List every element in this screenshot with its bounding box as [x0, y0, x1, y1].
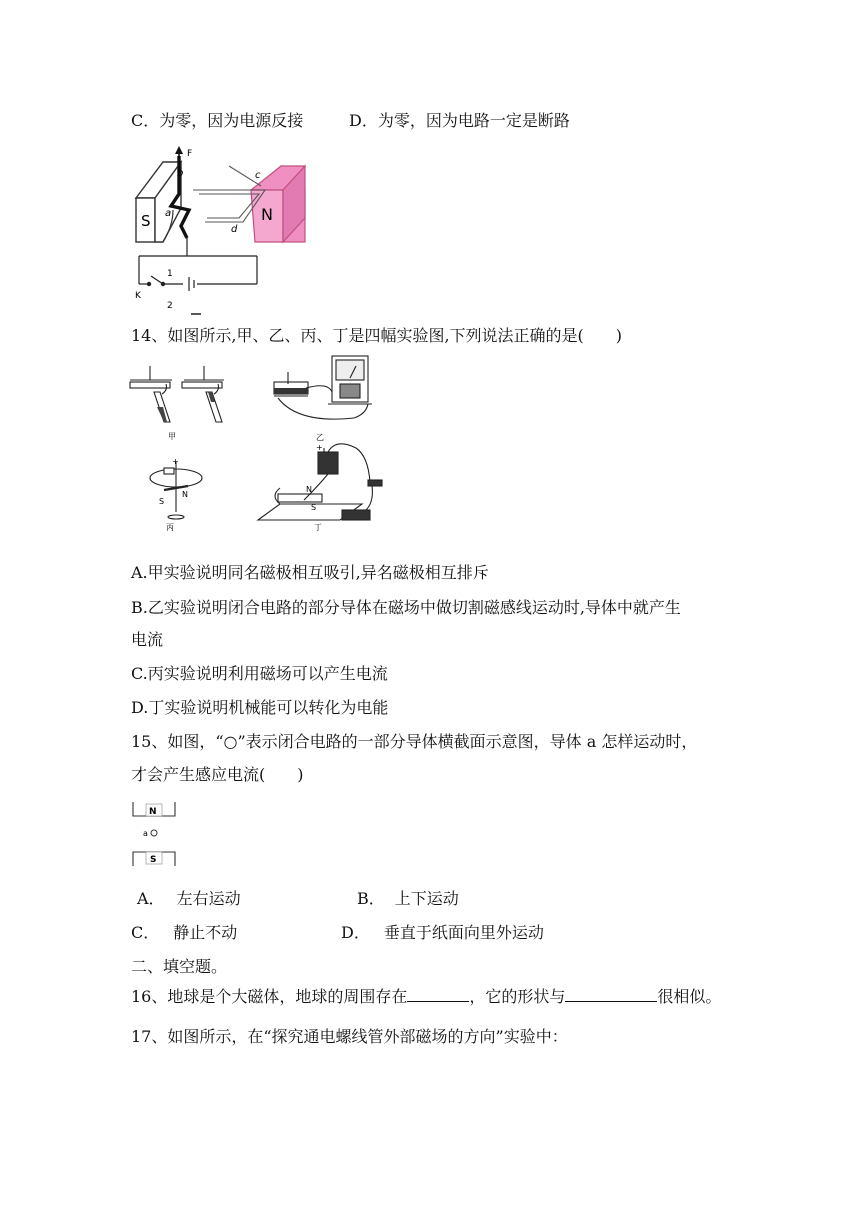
label-f: F: [187, 149, 193, 159]
label-a: a: [143, 829, 148, 838]
experiment-yi: [274, 356, 372, 419]
label-s1: S: [159, 497, 165, 506]
magnet-n-label: N: [261, 205, 273, 224]
plus-sign: +: [172, 457, 179, 466]
magnet-s-label: S: [141, 212, 151, 230]
label-1: 1: [167, 269, 173, 279]
label-n2: N: [306, 485, 312, 494]
q14-option-a: A.甲实验说明同名磁极相互吸引,异名磁极相互排斥: [131, 563, 489, 582]
q14-option-c: C.丙实验说明利用磁场可以产生电流: [131, 664, 388, 683]
label-s2: S: [311, 503, 317, 512]
q14-option-b-line2: 电流: [131, 630, 164, 649]
label-n1: N: [182, 490, 188, 499]
label-d: d: [231, 224, 238, 235]
q16-stem: 16、地球是个大磁体，地球的周围存在 ，它的形状与 很相似。: [131, 987, 722, 1006]
q15-option-b: B． 上下运动: [357, 889, 459, 908]
label-ding: 丁: [314, 523, 322, 532]
label-s: S: [150, 855, 157, 865]
label-c: c: [255, 170, 261, 181]
label-b: b: [177, 168, 184, 179]
q13-figure: [133, 146, 313, 318]
q15-option-d: D． 垂直于纸面向里外运动: [341, 923, 544, 942]
q16-blank-2[interactable]: [565, 986, 657, 1002]
q15-stem-line2: 才会产生感应电流( ): [131, 765, 304, 784]
q15-stem-line1: 15、如图，“○”表示闭合电路的一部分导体横截面示意图，导体 a 怎样运动时，: [131, 732, 698, 751]
label-yi: 乙: [316, 433, 324, 442]
section-2-title: 二、填空题。: [131, 957, 228, 976]
q14-option-b-line1: B.乙实验说明闭合电路的部分导体在磁场中做切割磁感线运动时,导体中就产生: [131, 598, 681, 617]
experiment-ding: [258, 444, 382, 520]
experiment-bing: [150, 462, 202, 519]
q13-option-c: C．为零，因为电源反接: [131, 111, 304, 130]
q13-option-d: D．为零，因为电路一定是断路: [349, 111, 570, 130]
plus-sign-2: +: [316, 443, 323, 452]
experiment-jia: [130, 366, 224, 422]
q15-figure: [132, 800, 182, 870]
label-2: 2: [167, 301, 173, 311]
q14-figure: [128, 352, 398, 532]
label-k: K: [135, 291, 141, 301]
q14-option-d: D.丁实验说明机械能可以转化为电能: [131, 698, 389, 717]
q17-stem: 17、如图所示，在“探究通电螺线管外部磁场的方向”实验中：: [131, 1027, 568, 1046]
q16-blank-1[interactable]: [407, 986, 469, 1002]
label-n: N: [149, 807, 157, 817]
label-a: a: [165, 208, 172, 219]
label-bing: 丙: [166, 523, 174, 532]
q14-stem: 14、如图所示,甲、乙、丙、丁是四幅实验图,下列说法正确的是( ): [131, 326, 623, 345]
label-jia: 甲: [168, 432, 176, 441]
circuit: [139, 238, 257, 291]
q15-option-a: A． 左右运动: [137, 889, 241, 908]
q15-option-c: C． 静止不动: [131, 923, 238, 942]
